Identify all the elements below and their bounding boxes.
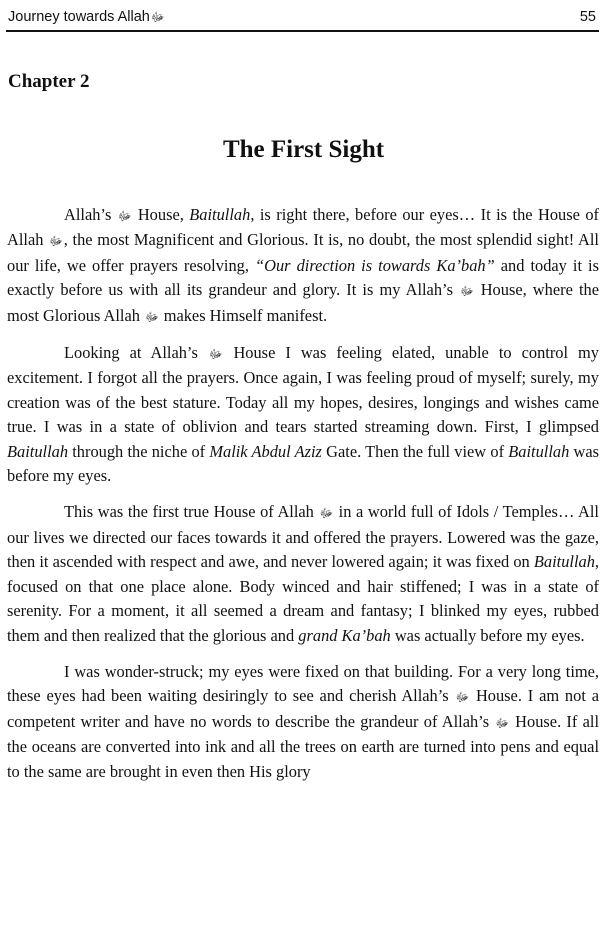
italic-phrase: grand Ka’bah: [298, 625, 391, 645]
italic-phrase: Baitullah: [533, 552, 595, 572]
text-run: in a world full of Idols / Temples… All our lives we directed our faces towards it and offered the prayers. Lowered was the gaze, then it ascended with respect and awe, and never lowered again; it was fixed on: [7, 502, 599, 572]
text-run: House. I am not a competent writer and have no words to describe the grandeur of Allah’s: [7, 686, 599, 731]
text-run: Allah’s: [64, 205, 117, 224]
honorific-glyph-icon: ﷻ: [150, 10, 165, 24]
italic-phrase: Malik Abdul Aziz: [209, 441, 322, 461]
honorific-glyph-icon: ﷻ: [145, 309, 159, 324]
chapter-title: The First Sight: [222, 136, 385, 163]
text-run: House,: [132, 205, 190, 224]
italic-phrase: Baitullah: [508, 441, 570, 461]
paragraph-3: [7, 500, 599, 647]
header-rule: [6, 30, 599, 32]
paragraph-4: [7, 660, 599, 784]
text-run: , is right there, before our eyes… It is the House of Allah: [7, 205, 600, 250]
honorific-glyph-icon: ﷻ: [49, 234, 63, 249]
text-run: This was the first true House of Allah: [64, 502, 319, 522]
text-run: was before my eyes.: [7, 441, 600, 486]
honorific-glyph-icon: ﷻ: [495, 715, 509, 730]
text-run: makes Himself manifest.: [159, 305, 328, 325]
book-title: [8, 6, 165, 28]
honorific-glyph-icon: ﷻ: [117, 209, 132, 223]
text-run: , the most Magnificent and Glorious. It is, no doubt, the most splendid sight! All our life, we offer prayers resolving,: [7, 230, 599, 275]
honorific-glyph-icon: ﷻ: [208, 347, 223, 362]
italic-phrase: “Our direction is towards Ka’bah”: [255, 255, 495, 275]
text-run: House I was feeling elated, unable to control my excitement. I forgot all the prayers. Once again, I was feeling proud of myself; surely, my creation was of the best stature. Today all my hopes, desires, longings and wishes came true. I was in a state of oblivion and tears started streaming down. First, I glimpsed: [7, 343, 599, 437]
text-run: House. If all the oceans are converted into ink and all the trees on earth are turned into pens and equal to the same are brought in even then His glory: [7, 711, 599, 781]
text-run: Looking at Allah’s: [64, 343, 208, 363]
page-number: 55: [579, 9, 596, 25]
honorific-glyph-icon: ﷻ: [455, 690, 470, 705]
paragraph-2: [7, 341, 599, 488]
text-run: I was wonder-struck; my eyes were fixed on that building. For a very long time, these eyes had been waiting desiringly to see and cherish Allah’s: [7, 661, 599, 706]
italic-phrase: Baitullah: [189, 205, 251, 224]
body-text: [7, 203, 599, 796]
text-run: House, where the most Glorious Allah: [7, 280, 599, 325]
honorific-glyph-icon: ﷻ: [460, 284, 474, 299]
chapter-label: Chapter 2: [8, 71, 90, 92]
running-header: [8, 6, 598, 28]
text-run: , focused on that one place alone. Body winced and hair stiffened; I was in a state of serenity. For a moment, it all seemed a dream and fantasy; I blinked my eyes, rubbed them and then realized that the glorious and: [7, 552, 599, 645]
book-title-text: Journey towards Allah: [8, 9, 150, 25]
text-run: Gate. Then the full view of: [321, 441, 509, 461]
text-run: through the niche of: [68, 441, 210, 461]
italic-phrase: Baitullah: [7, 441, 69, 461]
text-run: and today it is exactly before us with all its grandeur and glory. It is my Allah’s: [7, 255, 599, 300]
text-run: was actually before my eyes.: [390, 625, 585, 645]
honorific-glyph-icon: ﷻ: [319, 506, 334, 521]
paragraph-1: [7, 203, 599, 329]
